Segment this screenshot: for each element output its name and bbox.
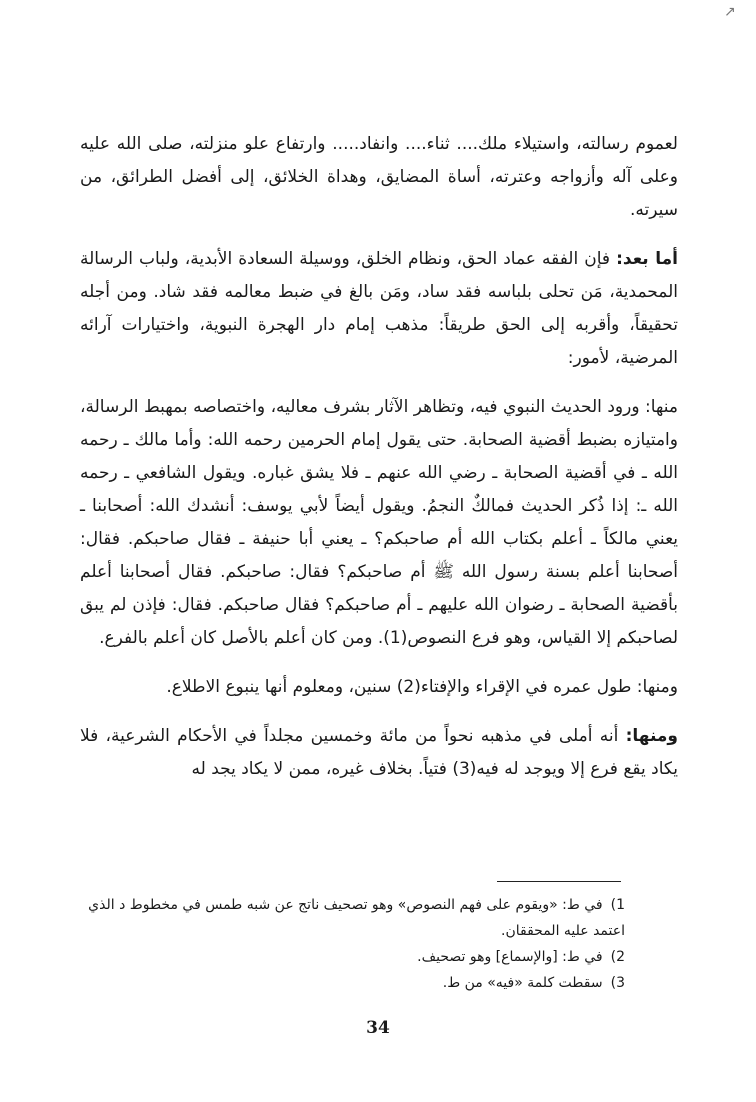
footnote-text: سقطت كلمة «فيه» من ط. [442, 975, 603, 991]
paragraph-2 [80, 243, 678, 375]
paragraph-1 [80, 128, 678, 227]
footnote-3 [80, 970, 625, 996]
paragraph-text: منها: ورود الحديث النبوي فيه، وتظاهر الآثار بشرف معاليه، واختصاصه بمهبط الرسالة، وامتيازه بضبط أقضية الصحابة. حتى يقول إمام الحرمين رحمه الله: وأما مالك ـ رحمه الله ـ في أقضية الصحابة ـ رضي الله عنهم ـ فلا يشق غباره. ويقول الشافعي ـ رحمه الله ـ: إذا ذُكر الحديث فمالكٌ النجمُ. ويقول أيضاً لأبي يوسف: أنشدك الله: أصحابنا ـ يعني مالكاً ـ أعلم بكتاب الله أم صاحبكم؟ ـ يعني أبا حنيفة ـ فقال صاحبكم. فقال: أصحابنا أعلم بسنة رسول الله ﷺ أم صاحبكم؟ فقال: صاحبكم. فقال أصحابنا أعلم بأقضية الصحابة ـ رضوان الله عليهم ـ أم صاحبكم؟ فقال صاحبكم. فقال: فإذن لم يبق لصاحبكم إلا القياس، وهو فرع النصوص(1). ومن كان أعلم بالأصل كان أعلم بالفرع. [80, 397, 678, 648]
footnote-2 [80, 944, 625, 970]
footnote-divider [497, 881, 621, 882]
paragraph-5 [80, 720, 678, 786]
paragraph-text: ومنها: طول عمره في الإقراء والإفتاء(2) سنين، ومعلوم أنها ينبوع الاطلاع. [166, 677, 678, 697]
footnotes [80, 892, 625, 996]
footnote-1 [80, 892, 625, 944]
footnote-text: في ط: «ويقوم على فهم النصوص» وهو تصحيف ناتج عن شبه طمس في مخطوط د الذي اعتمد عليه المحققان. [88, 897, 625, 939]
footnote-text: في ط: [والإسماع] وهو تصحيف. [417, 949, 603, 965]
footnote-number: 3) [610, 975, 625, 991]
paragraph-text: فإن الفقه عماد الحق، ونظام الخلق، ووسيلة السعادة الأبدية، ولباب الرسالة المحمدية، مَن تحلى بلباسه فقد ساد، ومَن بالغ في ضبط معالمه فقد شاد. ومن أجله تحقيقاً، وأقربه إلى الحق طريقاً: مذهب إمام دار الهجرة النبوية، واختيارات آرائه المرضية، لأمور: [80, 249, 678, 368]
paragraph-text: أنه أملى في مذهبه نحواً من مائة وخمسين مجلداً في الأحكام الشرعية، فلا يكاد يقع فرع إلا ويوجد له فيه(3) فتياً. بخلاف غيره، ممن لا يكاد يجد له [80, 726, 678, 779]
paragraph-text: لعموم رسالته، واستيلاء ملك.... ثناء.... وانفاد..... وارتفاع علو منزلته، صلى الله عليه وعلى آله وأزواجه وعترته، أساة المضايق، وهداة الخلائق، إلى أفضل الطرائق، من سيرته. [80, 134, 678, 220]
paragraph-4 [80, 671, 678, 704]
paragraph-lead: ومنها: [625, 726, 678, 746]
paragraph-3 [80, 391, 678, 655]
main-text [80, 128, 678, 786]
page-number: 34 [366, 1018, 390, 1038]
corner-mark-icon: ↗ [724, 4, 736, 20]
footnote-number: 1) [610, 897, 625, 913]
paragraph-lead: أما بعد: [616, 249, 678, 269]
footnote-number: 2) [610, 949, 625, 965]
